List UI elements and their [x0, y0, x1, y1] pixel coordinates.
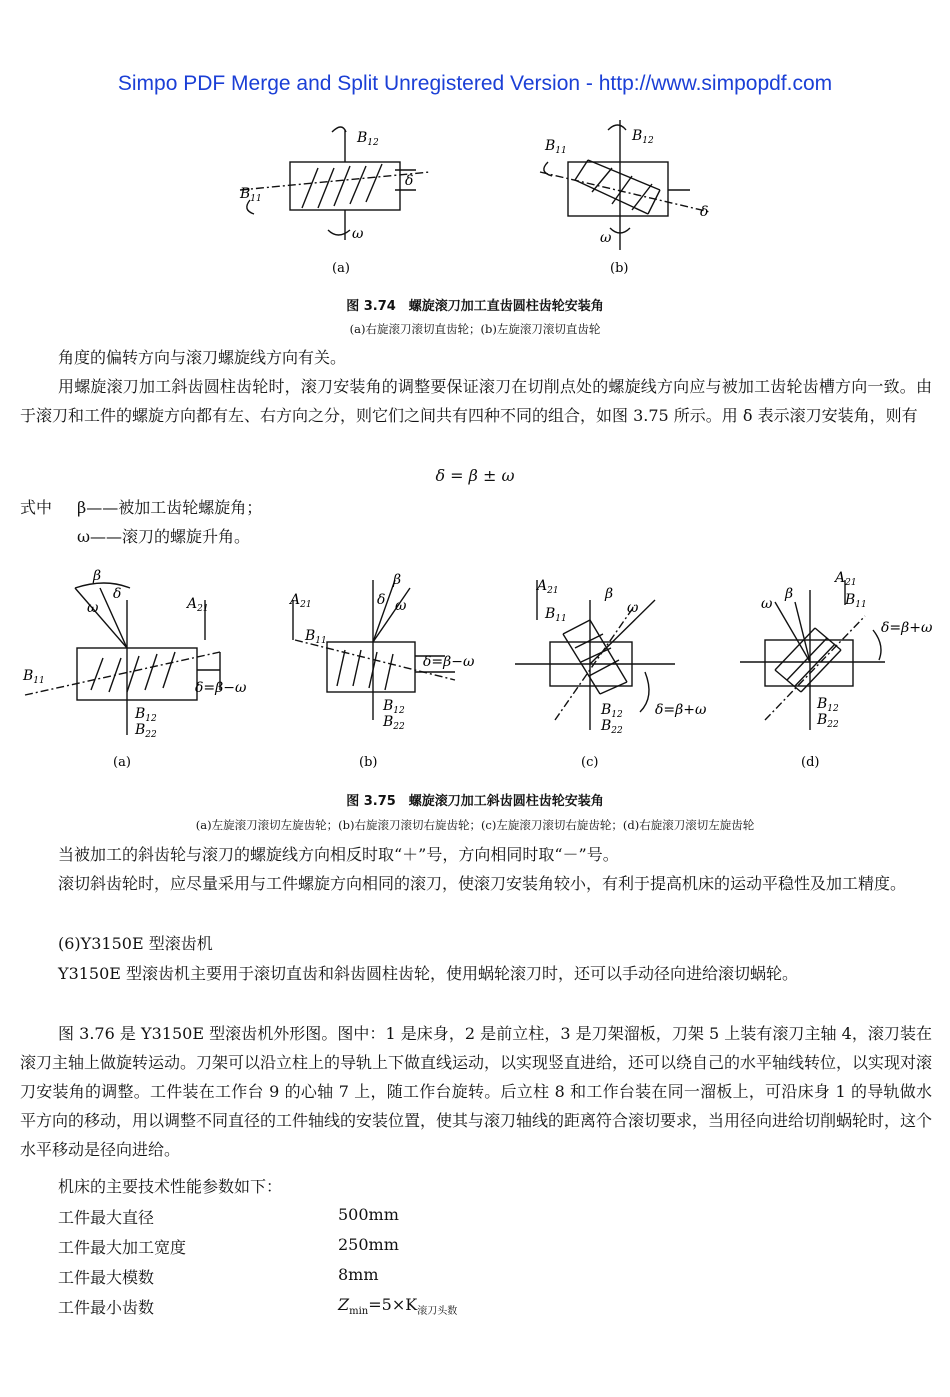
- fig374-panel-b-label: (b): [610, 261, 629, 276]
- definition-beta: β——被加工齿轮螺旋角；: [77, 498, 263, 517]
- fig375b-A21: $A_{21}$: [290, 592, 312, 610]
- figure-3-75-caption: 图 3.75 螺旋滚刀加工斜齿圆柱齿轮安装角: [346, 794, 604, 809]
- fig375d-beta: β: [785, 586, 794, 602]
- heading-6: (6)Y3150E 型滚齿机: [58, 934, 213, 953]
- fig375c-omega: ω: [627, 600, 639, 616]
- fig374b-B11: $B_{11}$: [545, 138, 567, 156]
- definition-omega: ω——滚刀的螺旋升角。: [77, 527, 251, 546]
- spec-name-3: 工件最小齿数: [58, 1298, 155, 1317]
- paragraph-3: 当被加工的斜齿轮与滚刀的螺旋线方向相反时取“＋”号，方向相同时取“－”号。: [58, 845, 619, 864]
- fig375a-B11: $B_{11}$: [23, 668, 45, 686]
- fig374a-omega: ω: [352, 226, 364, 242]
- fig375-panel-c-drawing: [515, 580, 675, 730]
- fig374a-B12: $B_{12}$: [357, 130, 379, 148]
- fig374b-omega: ω: [600, 230, 612, 246]
- fig375a-beta: β: [93, 568, 102, 584]
- fig375c-B22: $B_{22}$: [601, 718, 623, 736]
- spec-z-sub: min: [349, 1306, 369, 1318]
- spec-name-1: 工件最大加工宽度: [58, 1238, 187, 1257]
- spec-value-0: 500mm: [338, 1205, 399, 1224]
- fig375b-beta: β: [393, 572, 402, 588]
- fig375b-B22: $B_{22}$: [383, 714, 405, 732]
- fig375a-A21: $A_{21}$: [187, 596, 209, 614]
- fig375c-beta: β: [605, 586, 614, 602]
- spec-value-1: 250mm: [338, 1235, 399, 1254]
- fig374a-B11: $B_{11}$: [240, 186, 262, 204]
- fig375b-B12: $B_{12}$: [383, 698, 405, 716]
- fig375d-A21: $A_{21}$: [835, 570, 857, 588]
- fig375-panel-c-label: (c): [581, 755, 599, 770]
- fig375c-equation: δ=β+ω: [655, 702, 707, 718]
- paragraph-6: 图 3.76 是 Y3150E 型滚齿机外形图。图中：1 是床身，2 是前立柱，3 是刀架溜板，刀架 5 上装有滚刀主轴 4，滚刀装在滚刀主轴上做旋转运动。刀架可以沿立柱上的导轨上下做直线运动，以实现竖直进给，还可以绕自己的水平轴线转位，以实现对滚刀安装角的调整。工件装在工作台 9 的心轴 7 上，随工作台旋转。后立柱 8 和工作台装在同一溜板上，可沿床身 1 的导轨做水平方向的移动，用以调整不同直径的工件轴线的安装位置，使其与滚刀轴线的距离符合滚切要求，当用径向进给切削蜗轮时，这个水平移动是径向进给。: [20, 1024, 933, 1159]
- figure-3-74-caption: 图 3.74 螺旋滚刀加工直齿圆柱齿轮安装角: [346, 299, 604, 314]
- spec-name-0: 工件最大直径: [58, 1208, 155, 1227]
- fig375b-B11: $B_{11}$: [305, 628, 327, 646]
- fig375d-B11: $B_{11}$: [845, 592, 867, 610]
- paragraph-2: 用螺旋滚刀加工斜齿圆柱齿轮时，滚刀安装角的调整要保证滚刀在切削点处的螺旋线方向应与被加工齿轮齿槽方向一致。由于滚刀和工件的螺旋方向都有左、右方向之分，则它们之间共有四种不同的组合，如图 3.75 所示。用 δ 表示滚刀安装角，则有: [20, 377, 932, 425]
- fig374b-B12: $B_{12}$: [632, 128, 654, 146]
- formula-delta: δ = β ± ω: [435, 466, 515, 485]
- fig375-panel-a-label: (a): [113, 755, 131, 770]
- fig375d-B22: $B_{22}$: [817, 712, 839, 730]
- spec-z: Z: [338, 1295, 350, 1314]
- paragraph-7: 机床的主要技术性能参数如下：: [58, 1177, 283, 1196]
- figure-3-74-subcaption: (a)右旋滚刀滚切直齿轮；(b)左旋滚刀滚切直齿轮: [349, 322, 601, 336]
- spec-k-sub: 滚刀头数: [417, 1306, 458, 1318]
- fig375a-equation: δ=β−ω: [195, 680, 247, 696]
- fig375d-B12: $B_{12}$: [817, 696, 839, 714]
- fig375a-B22: $B_{22}$: [135, 722, 157, 740]
- paragraph-4: 滚切斜齿轮时，应尽量采用与工件螺旋方向相同的滚刀，使滚刀安装角较小，有利于提高机床的运动平稳性及加工精度。: [58, 874, 907, 893]
- fig374-panel-a-drawing: [240, 127, 430, 240]
- fig375-panel-b-label: (b): [359, 755, 378, 770]
- where-label: 式中: [20, 498, 53, 517]
- fig375a-B12: $B_{12}$: [135, 706, 157, 724]
- fig375b-omega: ω: [395, 598, 407, 614]
- fig375c-A21: $A_{21}$: [537, 578, 559, 596]
- fig375b-delta: δ: [377, 592, 386, 608]
- fig375c-B12: $B_{12}$: [601, 702, 623, 720]
- fig374-panel-a-label: (a): [332, 261, 350, 276]
- spec-name-2: 工件最大模数: [58, 1268, 155, 1287]
- paragraph-5: Y3150E 型滚齿机主要用于滚切直齿和斜齿圆柱齿轮，使用蜗轮滚刀时，还可以手动径向进给滚切蜗轮。: [58, 964, 799, 983]
- fig375b-equation: δ=β−ω: [423, 654, 475, 670]
- fig374-panel-b-drawing: [540, 120, 710, 250]
- spec-value-2: 8mm: [338, 1265, 379, 1284]
- fig375d-omega: ω: [761, 596, 773, 612]
- paragraph-1: 角度的偏转方向与滚刀螺旋线方向有关。: [58, 348, 347, 367]
- fig374a-delta: δ: [405, 173, 414, 189]
- fig374b-delta: δ: [700, 204, 709, 220]
- figure-3-75-subcaption: (a)左旋滚刀滚切左旋齿轮；(b)右旋滚刀滚切右旋齿轮；(c)左旋滚刀滚切右旋齿轮；(d)右旋滚刀滚切左旋齿轮: [195, 818, 755, 832]
- spec-value-3: [338, 1295, 457, 1317]
- fig375d-equation: δ=β+ω: [881, 620, 933, 636]
- spec-rest: =5×K: [368, 1295, 418, 1314]
- fig375a-omega: ω: [87, 600, 99, 616]
- figure-3-74: [220, 110, 740, 290]
- fig375c-B11: $B_{11}$: [545, 606, 567, 624]
- fig375a-delta: δ: [113, 586, 122, 602]
- fig375-panel-b-drawing: [293, 580, 455, 720]
- watermark-banner: Simpo PDF Merge and Split Unregistered Version - http://www.simpopdf.com: [117, 72, 833, 95]
- figure-3-75: [15, 560, 945, 780]
- fig375-panel-d-label: (d): [801, 755, 820, 770]
